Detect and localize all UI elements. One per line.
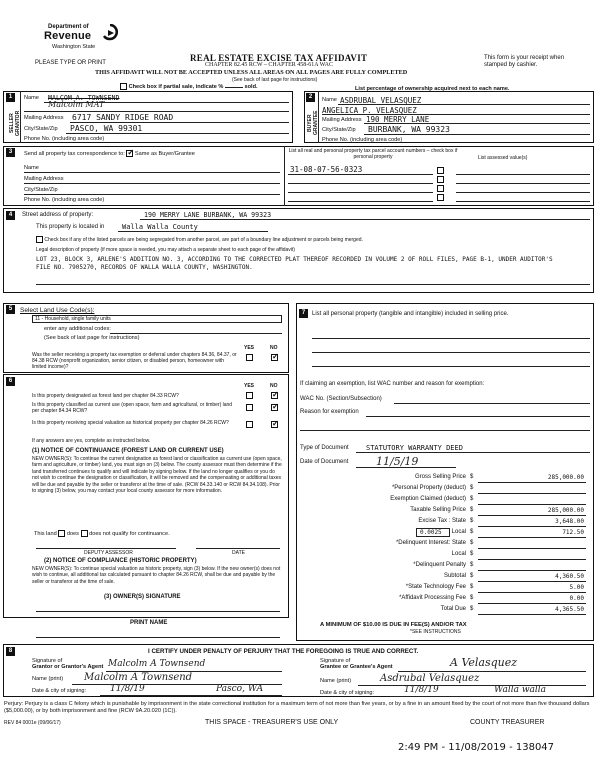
fee-row-delinq-penalty: *Delinquent Penalty $ (300, 562, 586, 572)
notice2-title: (2) NOTICE OF COMPLIANCE (HISTORIC PROPERTY) (44, 558, 197, 564)
form-warning: THIS AFFIDAVIT WILL NOT BE ACCEPTED UNLESS ALL AREAS ON ALL PAGES ARE FULLY COMPLETED (95, 69, 408, 76)
fee-value-excise-local[interactable]: 712.50 (562, 529, 584, 536)
buyer-city[interactable]: BURBANK, WA 99323 (368, 125, 450, 134)
parcel-checkbox-2[interactable] (437, 176, 444, 183)
grantee-date-label: Date & city of signing: (320, 690, 375, 696)
exempt-no-checkbox[interactable] (271, 354, 278, 361)
this-land-row (34, 530, 170, 537)
exempt-question: Was the seller receiving a property tax exemption or deferral under chapters 84.36, 84.37, or 84.38 RCW (nonprofit organization, senior citizen, or disabled person, homeowner with limited income)? (32, 352, 237, 370)
reason-label: Reason for exemption (300, 409, 359, 415)
grantee-sig-label-2: Grantee or Grantee's Agent (320, 664, 393, 670)
grantee-signature[interactable]: A Velasquez (450, 656, 518, 669)
claiming-exemption-label: If claiming an exemption, list WAC number and reason for exemption: (300, 381, 485, 387)
seller-mailing-label: Mailing Address (24, 115, 64, 121)
minimum-note: A MINIMUM OF $10.00 IS DUE IN FEE(S) AND/OR TAX (320, 622, 467, 628)
fee-row-gross: Gross Selling Price $ 285,000.00 (414, 474, 584, 481)
street-label: Street address of property: (22, 212, 94, 218)
list-pct-note: List percentage of ownership acquired next to each name. (355, 86, 510, 92)
print-name-label: PRINT NAME (130, 620, 168, 626)
grantee-date[interactable]: 11/8/19 (404, 685, 439, 695)
recording-stamp: 2:49 PM - 11/08/2019 - 138047 (398, 742, 555, 753)
does-label: does (66, 530, 79, 537)
wac-label: WAC No. (Section/Subsection) (300, 396, 382, 402)
local-rate-box[interactable] (416, 528, 450, 537)
send-correspondence-label: Send all property tax correspondence to: (24, 150, 125, 157)
fee-row-exemption: Exemption Claimed (deduct) $ (300, 496, 586, 506)
s6-no-header: NO (270, 383, 278, 389)
s5-yes-header: YES (244, 345, 255, 351)
seller-name-1[interactable]: MALCOM A. TOWNSEND (48, 94, 120, 102)
logo-dept-of: Department of (48, 24, 89, 30)
logo-revenue: Revenue (44, 30, 92, 42)
notice2-body: NEW OWNER(S): To continue special valuation as historic property, sign (3) below. If the new owner(s) does not wish to continue, all additional tax calculated pursuant to chapter 84.26 RCW, shall be due and payable by the seller or transferor at the time of sale. (32, 566, 281, 585)
fee-row-taxable: Taxable Selling Price $ 285,000.00 (410, 507, 584, 514)
buyer-phone-label: Phone No. (including area code) (322, 137, 403, 143)
doc-type[interactable]: STATUTORY WARRANTY DEED (366, 444, 463, 452)
form-revision: REV 84 0001e (09/06/17) (4, 720, 61, 726)
logo-state: Washington State (52, 44, 96, 50)
segregated-row (36, 236, 363, 243)
certify-statement: I CERTIFY UNDER PENALTY OF PERJURY THAT THE FOREGOING IS TRUE AND CORRECT. (148, 648, 419, 655)
list-personal-label: List all personal property (tangible and intangible) included in selling price. (312, 311, 509, 317)
segregated-checkbox[interactable] (36, 236, 43, 243)
perjury-note: Perjury: Perjury is a class C felony which is punishable by imprisonment in the state correctional institution for a maximum term of not more than five years, or by a fine in an amount fixed by the court of not more than five thousand dollars ($5,000.00), or by both imprisonment and fine (RCW 9A.20.020 (1C)). (4, 701, 590, 714)
partial-sale-label: Check box if partial sale, indicate % (128, 83, 224, 90)
current-use-no-checkbox[interactable] (271, 404, 278, 411)
buyer-name-label: Name (322, 97, 337, 103)
grantee-name-print[interactable]: Asdrubal Velasquez (380, 673, 480, 684)
legal-label: Legal description of property (if more space is needed, you may attach a separate sheet to each page of the affidavit) (36, 247, 295, 253)
grantee-sig-label-1: Signature of (320, 658, 351, 664)
seller-name-2[interactable]: Malcolm MAT (48, 100, 105, 109)
section-8-number: 8 (6, 647, 15, 656)
dor-logo (30, 16, 130, 56)
land-use-select[interactable] (32, 315, 282, 323)
deputy-assessor-label: DEPUTY ASSESSOR (84, 550, 133, 556)
same-as-buyer-checkbox[interactable] (126, 150, 133, 157)
forest-no-checkbox[interactable] (271, 392, 278, 399)
seller-city-label: City/State/Zip (24, 126, 58, 132)
land-use-label: Select Land Use Code(s): (20, 307, 95, 314)
seller-phone-label: Phone No. (including area code) (24, 136, 105, 142)
land-use-value: 11 - Household, single family units (35, 316, 111, 322)
doc-type-label: Type of Document (300, 445, 349, 451)
please-type: PLEASE TYPE OR PRINT (35, 60, 106, 66)
current-use-yes-checkbox[interactable] (246, 404, 253, 411)
fee-row-excise-local: Local $ 712.50 (451, 529, 584, 536)
corr-city-label: City/State/Zip (24, 187, 58, 193)
fee-value-taxable[interactable]: 285,000.00 (547, 507, 584, 514)
historic-no-checkbox[interactable] (271, 421, 278, 428)
same-as-buyer-label: Same as Buyer/Grantee (134, 150, 195, 157)
grantee-city[interactable]: Walla walla (494, 685, 547, 695)
fee-row-excise-state: Excise Tax : State $ 3,648.00 (418, 518, 584, 525)
fee-value-subtotal[interactable]: 4,360.50 (555, 573, 584, 580)
forest-yes-checkbox[interactable] (246, 392, 253, 399)
seller-mailing[interactable]: 6717 SANDY RIDGE ROAD (72, 113, 174, 122)
additional-codes-label: enter any additional codes: (44, 326, 111, 332)
doc-date-label: Date of Document (300, 459, 349, 465)
any-yes-note: If any answers are yes, complete as instructed below. (32, 438, 151, 444)
grantor-sig-label-2: Grantor or Grantor's Agent (32, 664, 104, 670)
corr-name-label: Name (24, 165, 39, 171)
fee-row-personal: *Personal Property (deduct) $ (300, 485, 586, 495)
legal-description[interactable]: LOT 23, BLOCK 3, ARLENE'S ADDITION NO. 3, ACCORDING TO THE CORRECTED PLAT THEREOF RECORDED IN VOLUME 2 OF ROLL FILES, PAGE B-1, UNDER AUDITOR'S FILE NO. 7905270, RECORDS OF WALLA WALLA COUNTY, WASHINGTON. (36, 256, 553, 271)
partial-pct-field[interactable] (225, 87, 243, 88)
doc-date[interactable]: 11/5/19 (376, 455, 419, 468)
buyer-mailing[interactable]: 190 MERRY LANE (366, 115, 430, 124)
located-county[interactable]: Walla Walla County (122, 223, 198, 231)
does-not-checkbox[interactable] (81, 530, 88, 537)
form-title: REAL ESTATE EXCISE TAX AFFIDAVIT (190, 53, 368, 63)
forest-question: Is this property designated as forest land per chapter 84.33 RCW? (32, 393, 179, 399)
current-use-question: Is this property classified as current use (open space, farm and agricultural, or timber) land per chapter 84.34 RCW? (32, 402, 233, 414)
street-address[interactable]: 190 MERRY LANE BURBANK, WA 99323 (144, 211, 272, 219)
this-land-label: This land (34, 530, 57, 537)
does-not-label: does not qualify for continuance. (89, 530, 170, 537)
corr-mailing-label: Mailing Address (24, 176, 64, 182)
fee-row-total: Total Due $ 4,365.50 (440, 606, 584, 613)
grantor-date[interactable]: 11/8/19 (110, 684, 145, 694)
grantee-name-label: Name (print) (320, 678, 352, 684)
fee-value-excise-state[interactable]: 3,648.00 (555, 518, 584, 525)
fee-row-delinq-state: *Delinquent Interest: State $ (300, 540, 586, 550)
segregated-label: Check box if any of the listed parcels are being segregated from another parcel, are part of a boundary line adjustment or parcels being merged. (44, 236, 363, 243)
section-6-number: 6 (6, 377, 15, 386)
historic-yes-checkbox[interactable] (246, 421, 253, 428)
grantor-signature[interactable]: Malcolm A Townsend (108, 659, 206, 669)
form-chapter: CHAPTER 82.45 RCW – CHAPTER 458-61A WAC (205, 62, 333, 68)
fee-value-processing[interactable]: 0.00 (569, 595, 584, 602)
section-3-number: 3 (6, 148, 15, 157)
grantor-city[interactable]: Pasco, WA (216, 684, 264, 694)
assessed-header: List assessed value(s) (478, 155, 528, 161)
notice1-body: NEW OWNER(S): To continue the current designation as forest land or classification as current use (open space, farm and agriculture, or timber) land, you must sign on (3) below. The county assessor must then determine if the land transferred continues to qualify and will indicate by signing below. If the land no longer qualifies or you do not wish to continue the designation or classification, it will be removed and the compensating or additional taxes will be due and payable by the seller or transferor at the time of sale. (RCW 84.33.140 or RCW 84.34.108). Prior to signing (3) below, you may contact your local county assessor for more information. (32, 456, 282, 495)
fee-row-technology: *State Technology Fee $ 5.00 (405, 584, 584, 591)
see-back-label: (See back of last page for instructions) (44, 335, 140, 341)
send-correspondence-row (24, 150, 195, 157)
s5-no-header: NO (270, 345, 278, 351)
parcel-checkbox-1[interactable] (437, 167, 444, 174)
treasurer-space-label: THIS SPACE - TREASURER'S USE ONLY (205, 719, 339, 726)
partial-sale-row (120, 83, 258, 90)
historic-question: Is this property receiving special valuation as historical property per chapter 84.26 RCW? (32, 420, 229, 426)
exempt-yes-checkbox[interactable] (246, 354, 253, 361)
buyer-name-1[interactable]: ASDRUBAL VELASQUEZ (340, 96, 422, 105)
buyer-mailing-label: Mailing Address (322, 117, 362, 123)
see-instructions-note: *SEE INSTRUCTIONS (410, 629, 461, 635)
section-1-number: 1 (6, 93, 15, 102)
seller-side-label: SELLER GRANTOR (9, 110, 21, 136)
parcel-header: List all real and personal property tax parcel account numbers – check box if personal property (288, 148, 458, 160)
sold-label: sold. (244, 83, 258, 90)
buyer-side-label: BUYER GRANTEE (307, 110, 319, 136)
fee-row-processing: *Affidavit Processing Fee $ 0.00 (399, 595, 584, 602)
fee-row-subtotal: Subtotal $ 4,360.50 (443, 573, 584, 580)
owner-signature-label: (3) OWNER(S) SIGNATURE (104, 594, 181, 600)
seller-city[interactable]: PASCO, WA 99301 (70, 124, 143, 133)
notice1-title: (1) NOTICE OF CONTINUANCE (FOREST LAND OR CURRENT USE) (32, 448, 224, 454)
fee-value-gross[interactable]: 285,000.00 (547, 474, 584, 481)
buyer-city-label: City/State/Zip (322, 127, 356, 133)
s6-yes-header: YES (244, 383, 255, 389)
grantor-name-print[interactable]: Malcolm A Townsend (84, 672, 193, 683)
seller-name-label: Name (24, 95, 39, 101)
county-treasurer-label: COUNTY TREASURER (470, 719, 545, 726)
receipt-note: This form is your receipt when stamped by cashier. (484, 55, 565, 68)
section-4-number: 4 (6, 211, 15, 220)
parcel-checkbox-3[interactable] (437, 185, 444, 192)
dor-swoosh-icon (102, 24, 118, 42)
grantor-sig-label-1: Signature of (32, 658, 63, 664)
parcel-1[interactable]: 31-08-07-56-0323 (290, 165, 363, 174)
partial-sale-checkbox[interactable] (120, 83, 127, 90)
parcel-checkbox-4[interactable] (437, 194, 444, 201)
does-checkbox[interactable] (58, 530, 65, 537)
grantor-name-label: Name (print) (32, 676, 64, 682)
grantor-date-label: Date & city of signing: (32, 688, 87, 694)
local-rate-value: 0.0025 (420, 529, 442, 536)
fee-row-delinq-local: Local $ (300, 551, 586, 561)
section-5-number: 5 (6, 305, 15, 314)
fee-value-technology[interactable]: 5.00 (569, 584, 584, 591)
buyer-name-2[interactable]: ANGELICA P. VELASQUEZ (322, 106, 417, 115)
corr-phone-label: Phone No. (including area code) (24, 197, 105, 203)
section-2-number: 2 (306, 93, 315, 102)
back-note: (See back of last page for instructions) (232, 77, 318, 83)
section-7-number: 7 (299, 309, 308, 318)
located-label: This property is located in (36, 224, 105, 230)
fee-value-total[interactable]: 4,365.50 (555, 606, 584, 613)
assessor-date-label: DATE (232, 550, 245, 556)
